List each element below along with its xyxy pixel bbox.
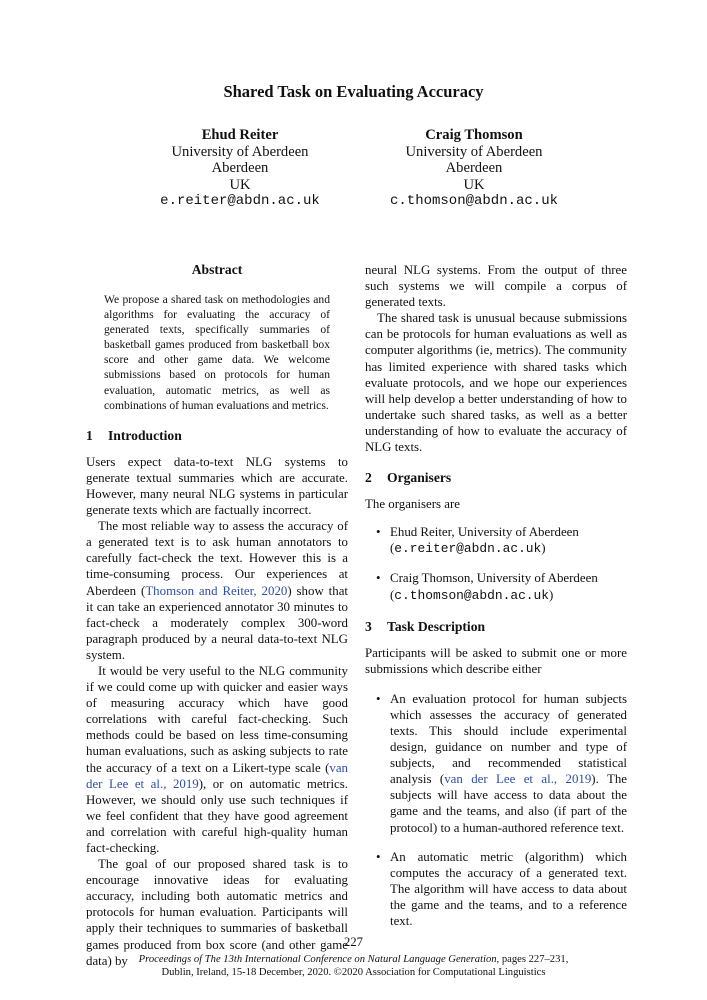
intro-paragraph-2: The most reliable way to assess the accuracy of a generated text is to ask human annotators to carefully fact-check the text. However this is a time-consuming process. Our experiences at Aberdeen (Thomson and Reiter, 2020) show that it can take an experienced annotator 30 minutes to fact-check a moderately complex 300-word paragraph produced by a neural data-to-text NLG system.: [86, 519, 348, 662]
section-1-heading: [86, 428, 348, 444]
citation-link[interactable]: Thomson and Reiter, 2020: [145, 583, 288, 598]
intro-paragraph-5: The shared task is unusual because submissions can be protocols for human evaluations as well as computer algorithms (ie, metrics). The community has limited experience with shared tasks which evaluate protocols, and we hope our experiences will help develop a better understanding of how to undertake such shared tasks, as well as a better understanding of how to evaluate the accuracy of NLG texts.: [365, 311, 627, 455]
author-block-2: [344, 127, 604, 210]
bullet-icon: •: [376, 849, 381, 864]
section-title: Introduction: [108, 427, 182, 443]
list-item: • An evaluation protocol for human subjects which assesses the accuracy of generated texts. This should include experimental design, guidance on number and type of subjects, and recommended statistical analysis (van der Lee et al., 2019). The subjects will have access to data about the game and the teams, and also (if part of the protocol) to a human-authored reference text.: [376, 691, 627, 835]
section-title: Task Description: [387, 618, 486, 634]
author-city: Aberdeen: [211, 160, 269, 177]
intro-paragraph-4-continued: neural NLG systems. From the output of three such systems we will compile a corpus of generated texts.: [365, 263, 627, 310]
paper-title: Shared Task on Evaluating Accuracy: [223, 82, 484, 101]
author-email: c.thomson@abdn.ac.uk: [389, 193, 559, 210]
list-item: • Ehud Reiter, University of Aberdeen (e.reiter@abdn.ac.uk): [376, 525, 579, 557]
abstract-heading: Abstract: [191, 262, 243, 277]
proceedings-footer: Proceedings of The 13th International Conference on Natural Language Generation, pages 227–231, Dublin, Ireland, 15-18 December, 2020. ©2020 Association for Computational Linguistics: [0, 954, 707, 980]
bullet-icon: •: [376, 691, 381, 706]
section-number: 2: [365, 470, 372, 486]
author-name: Craig Thomson: [425, 127, 523, 143]
section-number: 1: [86, 427, 93, 443]
author-country: UK: [463, 176, 485, 193]
author-affiliation: University of Aberdeen: [171, 143, 309, 160]
intro-paragraph-1: Users expect data-to-text NLG systems to generate textual summaries which are accurate. However, many neural NLG systems in particular generate texts which are factually incorrect.: [86, 454, 348, 518]
task-list: [365, 691, 627, 929]
author-email: e.reiter@abdn.ac.uk: [160, 193, 320, 210]
organisers-list: [365, 524, 627, 603]
right-column: [365, 262, 627, 929]
section-3-heading: [365, 619, 627, 635]
organiser-email: c.thomson@abdn.ac.uk: [394, 587, 550, 603]
section-2-heading: [365, 470, 627, 486]
abstract-text: We propose a shared task on methodologies and algorithms for evaluating the accuracy of generated texts, specifically summaries of basketball games produced from basketball box score and other game data. We welcome submissions based on protocols for human evaluation, automatic metrics, as well as combinations of human evaluations and metrics.: [104, 293, 330, 412]
footer-line-2: Dublin, Ireland, 15-18 December, 2020. ©2020 Association for Computational Linguistics: [161, 966, 546, 978]
list-item: • An automatic metric (algorithm) which computes the accuracy of a generated text. The algorithm will have access to data about the game and the teams, and to a reference text.: [376, 849, 627, 928]
bullet-icon: •: [376, 571, 381, 586]
page-number: 227: [344, 935, 363, 949]
organiser-email: e.reiter@abdn.ac.uk: [394, 541, 542, 557]
author-block-1: [110, 127, 370, 210]
left-column: [86, 262, 348, 969]
intro-paragraph-4: The goal of our proposed shared task is to encourage innovative ideas for evaluating accuracy, including both automatic metrics and protocols for human evaluation. Participants will apply their techniques to summaries of basketball games produced from box score (and other game data) by: [86, 857, 348, 968]
citation-link[interactable]: van der Lee et al., 2019: [444, 772, 592, 787]
organisers-intro: The organisers are: [365, 497, 460, 512]
section-number: 3: [365, 618, 372, 634]
author-name: Ehud Reiter: [201, 127, 279, 143]
section-title: Organisers: [387, 470, 452, 486]
author-city: Aberdeen: [445, 160, 503, 177]
intro-paragraph-3: It would be very useful to the NLG community if we could come up with quicker and easier ways of measuring accuracy which have good correlations with careful fact-checking. Such methods could be based on less time-consuming human evaluations, such as asking subjects to rate the accuracy of a text on a Likert-type scale (van der Lee et al., 2019), or on automatic metrics. However, we should only use such techniques if we feel confident that they have good agreement and correlation with careful high-quality human fact-checking.: [86, 663, 348, 855]
task-intro: Participants will be asked to submit one or more submissions which describe either: [365, 645, 627, 676]
author-country: UK: [229, 176, 251, 193]
author-affiliation: University of Aberdeen: [405, 143, 543, 160]
list-item: • Craig Thomson, University of Aberdeen (c.thomson@abdn.ac.uk): [376, 571, 598, 603]
citation-link[interactable]: van der Lee et al., 2019: [86, 760, 348, 791]
venue-name: Proceedings of The 13th International Conference on Natural Language Generation: [138, 954, 497, 965]
bullet-icon: •: [376, 525, 381, 540]
